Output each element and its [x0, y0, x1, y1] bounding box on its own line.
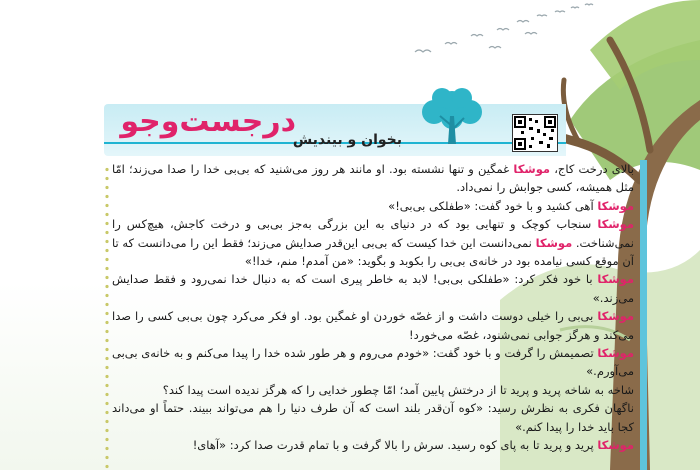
lesson-subtitle: بخوان و بیندیش — [292, 132, 402, 148]
paragraph: موشکا با خود فکر کرد: «طفلکی بی‌بی! لابد به خاطر پیری است که به دنبال خدا نمی‌رود و فقط صدایش می‌زند.» — [112, 272, 634, 305]
paragraph: موشکا پرید و پرید تا به پای کوه رسید. سرش را بالا گرفت و با تمام قدرت صدا کرد: «آهای! — [192, 438, 634, 453]
qr-code-icon[interactable] — [512, 114, 558, 152]
character-name: موشکا — [597, 309, 634, 324]
character-name: موشکا — [597, 438, 634, 453]
paragraph: بالای درخت کاج، موشکا غمگین و تنها نشسته بود. او مانند هر روز می‌شنید که بی‌بی خدا را صدا می‌زند؛ امّا مثل همیشه، کسی جوابش را نمی‌داد. — [112, 162, 634, 195]
paragraph: موشکا تصمیمش را گرفت و با خود گفت: «خودم می‌روم و هر طور شده خدا را پیدا می‌کنم و به خانه‌ی بی‌بی می‌آورم.» — [112, 346, 634, 379]
dotted-margin — [103, 165, 111, 470]
paragraph: موشکا آهی کشید و با خود گفت: «طفلکی بی‌بی!» — [388, 198, 634, 213]
lesson-title: درجست‌وجو — [120, 104, 296, 139]
character-name: موشکا — [597, 272, 634, 287]
tree-logo-icon — [410, 86, 494, 148]
character-name: موشکا — [597, 346, 634, 361]
character-name: موشکا — [597, 217, 634, 232]
side-rail — [640, 160, 647, 470]
character-name: موشکا — [513, 162, 551, 176]
character-name: موشکا — [535, 235, 573, 250]
paragraph: ناگهان فکری به نظرش رسید: «کوه آن‌قدر بلند است که آن طرف دنیا را هم می‌تواند ببیند. حتماً او می‌داند کجا باید خدا را پیدا کنم.» — [112, 401, 634, 434]
paragraph: موشکا سنجاب کوچک و تنهایی بود که در دنیای به این بزرگی به‌جز بی‌بی و درخت کاجش، هیچ‌کس را نمی‌شناخت. موشکا نمی‌دانست این خدا کیست که بی‌بی این‌قدر صدایش می‌زند؛ فقط این را می‌دانست که تا آن موقع کسی نیامده بود در خانه‌ی بی‌بی را بکوبد و بگوید: «من آمدم! منم، خدا!» — [112, 217, 634, 269]
paragraph: شاخه به شاخه پرید و پرید تا از درختش پایین آمد؛ امّا چطور خدایی را که هرگز ندیده است پیدا کند؟ — [162, 382, 634, 397]
paragraph: موشکا بی‌بی را خیلی دوست داشت و از غصّه خوردن او غمگین بود. او فکر می‌کرد چون بی‌بی کسی را صدا می‌کند و هرگز جوابی نمی‌شنود، غصّه می‌خورد! — [112, 309, 634, 342]
story-text — [112, 160, 634, 470]
character-name: موشکا — [597, 198, 634, 213]
